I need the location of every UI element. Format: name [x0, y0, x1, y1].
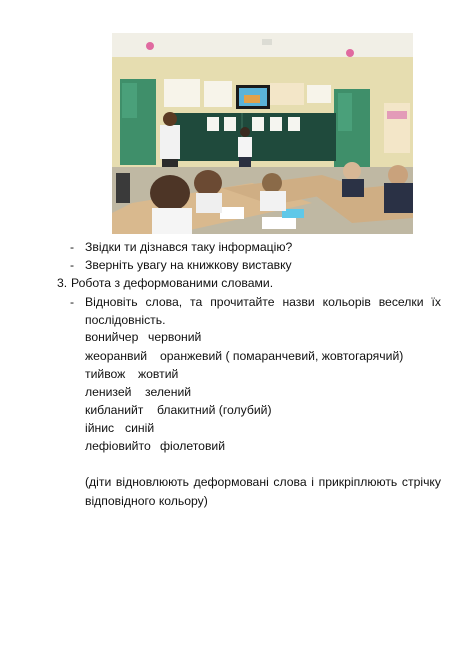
bullet-question-source: Звідки ти дізнався таку інформацію? — [85, 240, 293, 254]
note-line1 — [85, 475, 441, 489]
answer-word: червоний — [148, 330, 202, 344]
note-line2: відповідного кольору) — [85, 494, 208, 508]
task-instruction-line1 — [85, 295, 441, 309]
bullet-dash: - — [70, 258, 75, 272]
answer-word: жовтий — [138, 367, 179, 381]
task-word: слова, — [145, 295, 183, 309]
classroom-photo — [112, 33, 413, 234]
task-word: веселки — [378, 295, 424, 309]
scrambled-word: ійнис — [85, 421, 115, 435]
section-title: Робота з деформованими словами. — [71, 276, 274, 290]
note-word: відновлюють — [115, 475, 189, 489]
task-word: Відновіть — [85, 295, 138, 309]
task-word: назви — [282, 295, 315, 309]
note-word: слова — [273, 475, 307, 489]
scrambled-word: тийвож — [85, 367, 126, 381]
note-word: і — [311, 475, 314, 489]
answer-word: синій — [125, 421, 155, 435]
task-instruction-line2: послідовність. — [85, 313, 166, 327]
answer-word: блакитний (голубий) — [157, 403, 272, 417]
note-word: (діти — [85, 475, 112, 489]
note-word: прикріплюють — [318, 475, 398, 489]
note-word: стрічку — [401, 475, 441, 489]
bullet-dash: - — [70, 240, 75, 254]
answer-word: зелений — [145, 385, 192, 399]
task-word: їх — [431, 295, 441, 309]
answer-word: оранжевий ( помаранчевий, жовтогарячий) — [160, 349, 404, 363]
task-word: та — [190, 295, 203, 309]
task-word: прочитайте — [210, 295, 275, 309]
task-word: кольорів — [322, 295, 371, 309]
scrambled-word: лефіовийто — [85, 439, 151, 453]
scrambled-word: вонийчер — [85, 330, 139, 344]
task-dash: - — [70, 295, 75, 309]
note-word: деформовані — [193, 475, 269, 489]
bullet-book-exhibition: Зверніть увагу на книжкову виставку — [85, 258, 292, 272]
scrambled-word: кибланийт — [85, 403, 144, 417]
scrambled-word: ленизей — [85, 385, 132, 399]
section-number: 3. — [57, 276, 68, 290]
answer-word: фіолетовий — [160, 439, 226, 453]
scrambled-word: жеоранвий — [85, 349, 148, 363]
